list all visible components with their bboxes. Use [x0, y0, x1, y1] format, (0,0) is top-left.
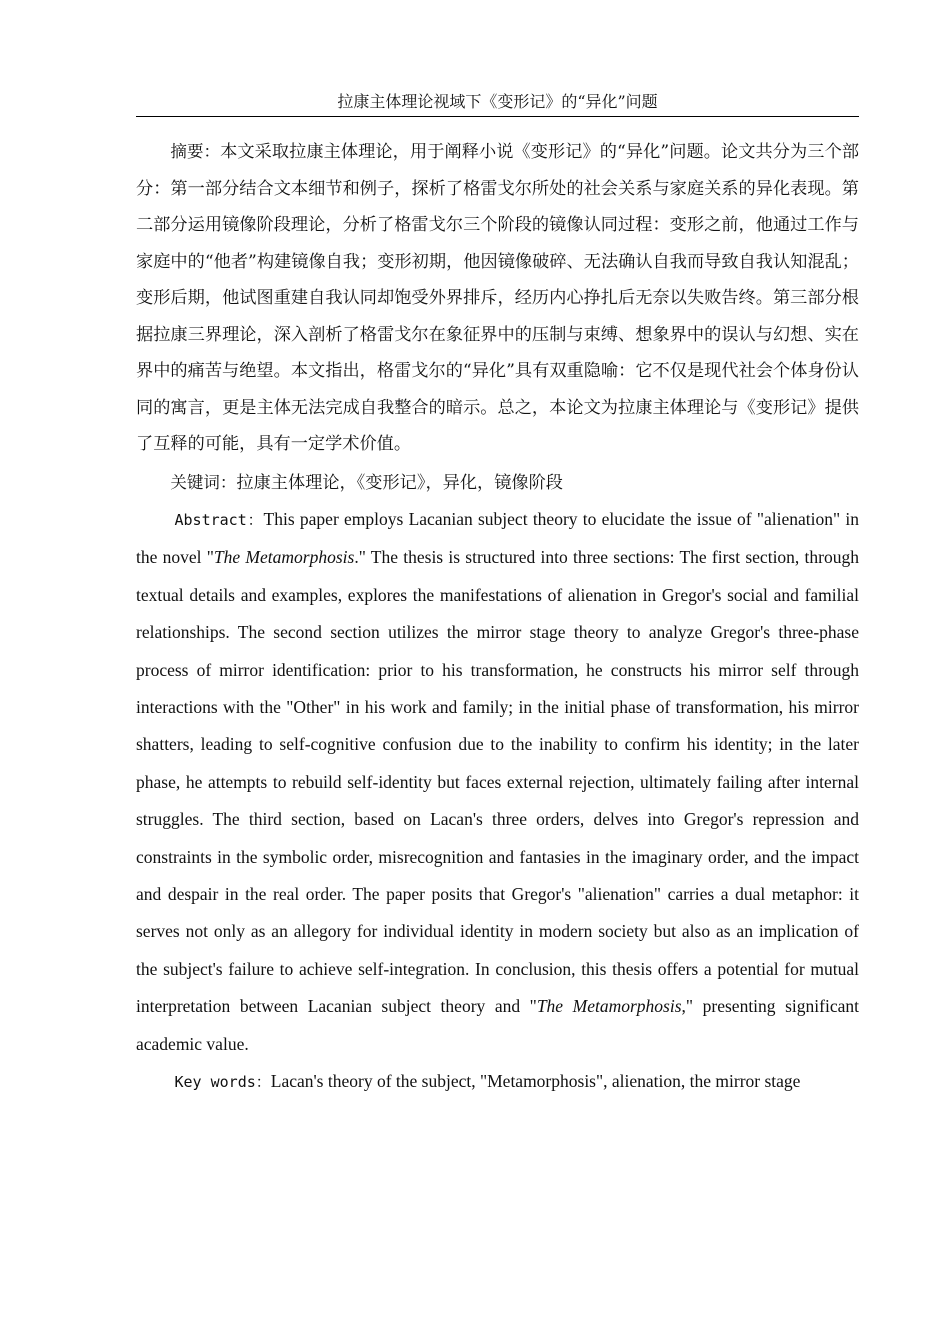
chinese-abstract-text: 本文采取拉康主体理论，用于阐释小说《变形记》的“异化”问题。论文共分为三个部分：第一部分结合文本细节和例子，探析了格雷戈尔所处的社会关系与家庭关系的异化表现。第二部分运用镜像阶段理论，分析了格雷戈尔三个阶段的镜像认同过程：变形之前，他通过工作与家庭中的“他者”构建镜像自我；变形初期，他因镜像破碎、无法确认自我而导致自我认知混乱；变形后期，他试图重建自我认同却饱受外界排斥，经历内心挣扎后无奈以失败告终。第三部分根据拉康三界理论，深入剖析了格雷戈尔在象征界中的压制与束缚、想象界中的误认与幻想、实在界中的痛苦与绝望。本文指出，格雷戈尔的“异化”具有双重隐喻：它不仅是现代社会个体身份认同的寓言，更是主体无法完成自我整合的暗示。总之，本论文为拉康主体理论与《变形记》提供了互释的可能，具有一定学术价值。: [136, 142, 860, 454]
english-abstract-label: Abstract：: [174, 511, 264, 529]
english-abstract-text-part1: This paper employs Lacanian subject theory to elucidate the issue of "alienation" in the novel ": [136, 509, 859, 568]
chinese-keywords: [136, 465, 859, 502]
chinese-abstract-label: 摘要：: [170, 142, 221, 161]
english-abstract: [136, 501, 859, 1063]
english-abstract-book-title-2: The Metamorphosis: [536, 996, 682, 1017]
running-header: 拉康主体理论视域下《变形记》的“异化”问题: [136, 90, 859, 117]
chinese-abstract: [136, 134, 859, 463]
english-abstract-book-title: The Metamorphosis: [213, 547, 355, 568]
english-keywords: [136, 1063, 859, 1101]
english-keywords-label: Key words：: [174, 1073, 271, 1092]
english-keywords-text: Lacan's theory of the subject, "Metamorphosis", alienation, the mirror stage: [270, 1071, 801, 1092]
chinese-keywords-text: 拉康主体理论，《变形记》，异化，镜像阶段: [236, 472, 563, 493]
english-abstract-text-part2: ." The thesis is structured into three sections: The first section, through textual details and examples, explores the manifestations of alienation in Gregor's social and familial relationships. The second section utilizes the mirror stage theory to analyze Gregor's three-phase process of mirror identification: prior to his transformation, he constructs his mirror self through interactions with the "Other" in his work and family; in the initial phase of transformation, his mirror shatters, leading to self-cognitive confusion due to the inability to confirm his identity; in the later phase, he attempts to rebuild self-identity but faces external rejection, ultimately failing after internal struggles. The third section, based on Lacan's three orders, delves into Gregor's repression and constraints in the symbolic order, misrecognition and fantasies in the imaginary order, and the impact and despair in the real order. The paper posits that Gregor's "alienation" carries a dual metaphor: it serves not only as an allegory for individual identity in modern society but also as an implication of the subject's failure to achieve self-integration. In conclusion, this thesis offers a potential for mutual interpretation between Lacanian subject theory and ": [136, 547, 859, 1017]
chinese-keywords-label: 关键词：: [170, 472, 237, 492]
english-abstract-text-part3: ," presenting significant academic value.: [136, 996, 859, 1054]
abstract-page: [136, 134, 859, 1102]
